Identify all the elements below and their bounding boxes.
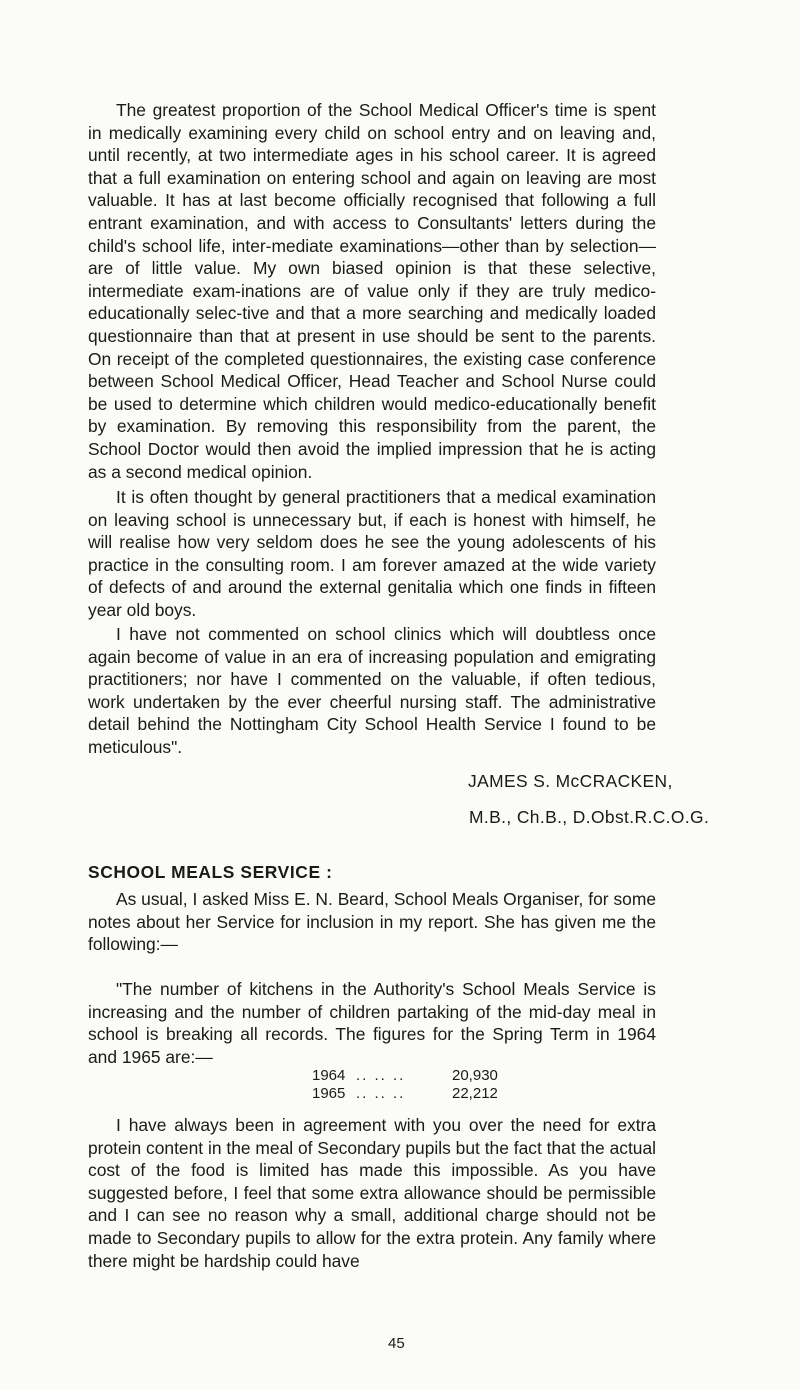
section-heading: SCHOOL MEALS SERVICE : (88, 862, 333, 882)
paragraph-school-clinics: I have not commented on school clinics which will doubtless once again become of value in an era of increasing population and emigrating practitioners; nor have I commented on the valuable, if often tedious, work undertaken by the ever cheerful nursing staff. The administrative detail behind the Nottingham City School Health Service I found to be meticulous". (88, 624, 656, 757)
figures-value: 22,212 (452, 1085, 498, 1102)
paragraph-medical-examinations: The greatest proportion of the School Medical Officer's time is spent in medically examining every child on school entry and on leaving and, until recently, at two intermediate ages in his school career. It is agreed that a full examination on entering school and again on leaving are most valuable. It has at last become officially recognised that following a full entrant examination, and with access to Consultants' letters during the child's school life, inter-mediate examinations—other than by selection—are of little value. My own biased opinion is that these selective, intermediate exam-inations are of value only if they are truly medico-educationally selec-tive and that a more searching and medically loaded questionnaire than that at present in use should be sent to the parents. On receipt of the completed questionnaires, the existing case conference between School Medical Officer, Head Teacher and School Nurse could be used to determine which children would medico-educationally benefit by examination. By removing this responsibility from the parent, the School Doctor would then avoid the implied impression that he is acting as a second medical opinion. (88, 100, 656, 482)
paragraph-kitchens: "The number of kitchens in the Authority's School Meals Service is increasing and the number of children partaking of the mid-day meal in school is breaking all records. The figures for the Spring Term in 1964 and 1965 are:— (88, 979, 656, 1067)
signature-name: JAMES S. McCRACKEN, (468, 771, 673, 791)
figures-year: 1964 (312, 1067, 346, 1084)
figures-leader-dots: .. .. .. (356, 1085, 406, 1102)
paragraph-meals-intro: As usual, I asked Miss E. N. Beard, School Meals Organiser, for some notes about her Service for inclusion in my report. She has given me the following:— (88, 889, 656, 955)
meals-figures-table (312, 1067, 532, 1103)
signature-qualifications: M.B., Ch.B., D.Obst.R.C.O.G. (469, 807, 710, 827)
figures-value: 20,930 (452, 1067, 498, 1084)
page-number: 45 (388, 1335, 405, 1352)
paragraph-leaving-examination: It is often thought by general practitioners that a medical examination on leaving school is unnecessary but, if each is honest with himself, he will realise how very seldom does he see the young adolescents of his practice in the consulting room. I am forever amazed at the wide variety of defects of and around the external genitalia which one finds in fifteen year old boys. (88, 487, 656, 620)
figures-row (312, 1067, 532, 1085)
figures-year: 1965 (312, 1085, 346, 1102)
figures-row (312, 1085, 532, 1103)
paragraph-extra-protein: I have always been in agreement with you over the need for extra protein content in the meal of Secondary pupils but the fact that the actual cost of the food is limited has made this impossible. As you have suggested before, I feel that some extra allowance should be permissible and I can see no reason why a small, additional charge should not be made to Secondary pupils to allow for the extra protein. Any family where there might be hardship could have (88, 1115, 656, 1271)
figures-leader-dots: .. .. .. (356, 1067, 406, 1084)
